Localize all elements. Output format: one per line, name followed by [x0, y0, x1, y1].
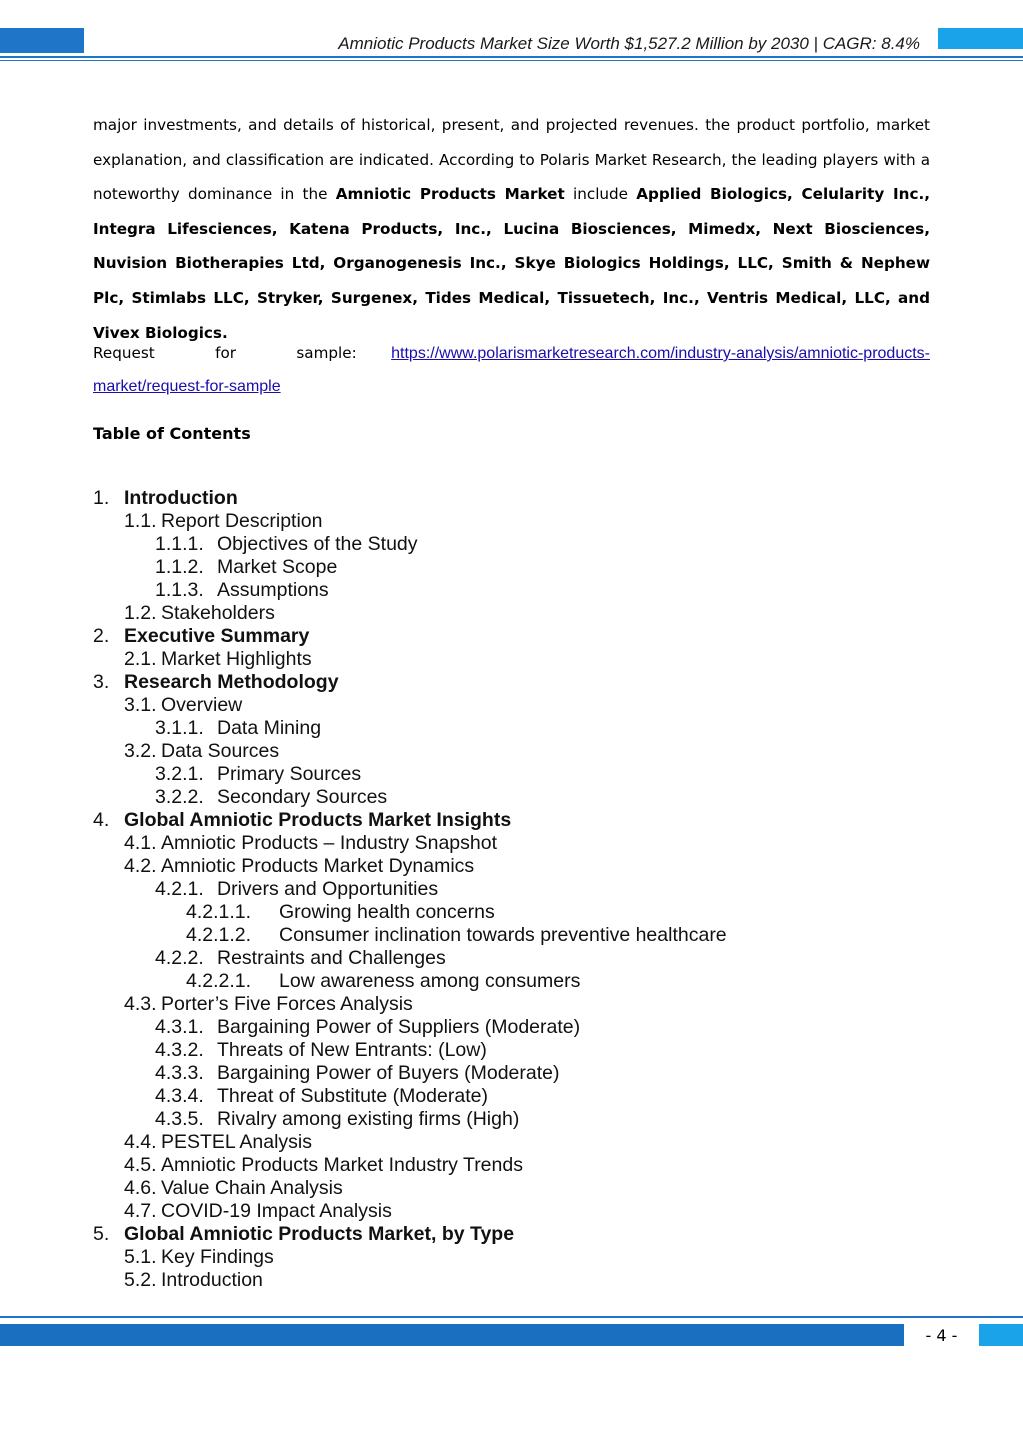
toc-item-label: Threats of New Entrants: (Low): [217, 1039, 487, 1061]
toc-item-number: 4.2.2.: [155, 947, 204, 969]
toc-item-number: 4.3.4.: [155, 1085, 204, 1107]
toc-item-label: Low awareness among consumers: [279, 970, 581, 992]
footer-accent-right: [979, 1324, 1023, 1346]
toc-item-number: 3.1.: [124, 694, 157, 716]
header-title: Amniotic Products Market Size Worth $1,527.2 Million by 2030 | CAGR: 8.4%: [338, 34, 920, 53]
toc-item-label: Market Highlights: [161, 648, 312, 670]
toc-item-number: 1.1.2.: [155, 556, 204, 578]
toc-item-number: 3.2.2.: [155, 786, 204, 808]
request-sample-link[interactable]: https://www.polarismarketresearch.com/industry-analysis/amniotic-products-market/request-for-sample: [93, 345, 930, 395]
toc-item-number: 1.1.: [124, 510, 157, 532]
key-players: Applied Biologics, Celularity Inc., Integra Lifesciences, Katena Products, Inc., Lucina Biosciences, Mimedx, Next Biosciences, Nuvision Biotherapies Ltd, Organogenesis Inc., Skye Biologics Holdings, LLC, Smith & Nephew Plc, Stimlabs LLC, Stryker, Surgenex, Tides Medical, Tissuetech, Inc., Ventris Medical, LLC, and Vivex Biologics.: [93, 185, 930, 342]
toc-item-label: Global Amniotic Products Market Insights: [124, 809, 512, 831]
toc-item-number: 4.2.1.: [155, 878, 204, 900]
toc-item-number: 4.2.: [124, 855, 157, 877]
toc-item-number: 5.1.: [124, 1246, 157, 1268]
toc-item-number: 4.3.2.: [155, 1039, 204, 1061]
toc-item-label: Research Methodology: [124, 671, 339, 693]
paragraph-text-1: major investments, and details of historical, present, and projected revenues. the product portfolio, market explanation, and classification are indicated. According to Polaris Market Research, the leading players with a noteworthy dominance in the: [93, 116, 930, 204]
toc-item-label: Bargaining Power of Suppliers (Moderate): [217, 1016, 581, 1038]
toc-item-label: Stakeholders: [161, 602, 275, 624]
toc-item-label: Assumptions: [217, 579, 329, 601]
market-name: Amniotic Products Market: [335, 185, 565, 204]
toc-item-number: 1.1.1.: [155, 533, 204, 555]
header-divider-thin: [0, 60, 1023, 61]
toc-title: Table of Contents: [93, 424, 251, 443]
toc-item-number: 4.3.1.: [155, 1016, 204, 1038]
toc-item-label: COVID-19 Impact Analysis: [161, 1200, 392, 1222]
toc-item-label: Value Chain Analysis: [161, 1177, 343, 1199]
toc-item-number: 4.6.: [124, 1177, 157, 1199]
paragraph-text-2: include: [564, 185, 637, 204]
header-divider: [0, 56, 1023, 58]
toc-item-label: Primary Sources: [217, 763, 362, 785]
body-paragraph: [93, 108, 930, 350]
toc-item-label: Restraints and Challenges: [217, 947, 446, 969]
toc-item-label: Amniotic Products Market Industry Trends: [161, 1154, 523, 1176]
toc-item-number: 4.2.1.2.: [186, 924, 252, 946]
header-accent-right: [938, 28, 1023, 49]
toc-item-number: 1.1.3.: [155, 579, 204, 601]
toc-item-label: Porter’s Five Forces Analysis: [161, 993, 413, 1015]
toc-item-number: 1.: [93, 487, 110, 509]
toc-item-number: 4.3.3.: [155, 1062, 204, 1084]
toc-item-label: Report Description: [161, 510, 323, 532]
toc-item-label: Consumer inclination towards preventive healthcare: [279, 924, 727, 946]
toc-item-number: 4.3.5.: [155, 1108, 204, 1130]
toc-item-label: Bargaining Power of Buyers (Moderate): [217, 1062, 560, 1084]
footer-divider: [0, 1316, 1023, 1318]
toc-item-number: 4.3.: [124, 993, 157, 1015]
toc-item-label: Global Amniotic Products Market, by Type: [124, 1223, 515, 1245]
toc-item-number: 4.5.: [124, 1154, 157, 1176]
toc-item-number: 4.: [93, 809, 110, 831]
toc-item-number: 4.1.: [124, 832, 157, 854]
toc-item-label: Amniotic Products – Industry Snapshot: [161, 832, 498, 854]
toc-item-label: Objectives of the Study: [217, 533, 418, 555]
page-number: - 4 -: [925, 1326, 958, 1345]
toc-item-label: Threat of Substitute (Moderate): [217, 1085, 488, 1107]
request-sample: [93, 337, 930, 403]
footer-band: [0, 1324, 904, 1346]
toc-item-number: 5.2.: [124, 1269, 157, 1291]
toc-item-label: Introduction: [124, 487, 238, 509]
toc-item-number: 3.1.1.: [155, 717, 204, 739]
toc-item-label: Amniotic Products Market Dynamics: [161, 855, 475, 877]
toc-item-number: 4.2.1.1.: [186, 901, 252, 923]
toc-item-label: Secondary Sources: [217, 786, 388, 808]
toc-item-number: 1.2.: [124, 602, 157, 624]
toc-item-label: Growing health concerns: [279, 901, 495, 923]
toc-item-label: Introduction: [161, 1269, 263, 1291]
toc-item-number: 4.4.: [124, 1131, 157, 1153]
toc-item-number: 4.2.2.1.: [186, 970, 252, 992]
toc-item-label: Data Mining: [217, 717, 322, 739]
toc-item-number: 3.2.: [124, 740, 157, 762]
toc-item-label: Drivers and Opportunities: [217, 878, 439, 900]
toc-item-label: Executive Summary: [124, 625, 310, 647]
header-accent-left: [0, 28, 84, 53]
request-label: Request for sample:: [93, 344, 357, 362]
toc-item-label: Data Sources: [161, 740, 280, 762]
toc-item-number: 3.2.1.: [155, 763, 204, 785]
toc-item-label: Market Scope: [217, 556, 338, 578]
toc-item-label: Overview: [161, 694, 243, 716]
toc-item-label: Key Findings: [161, 1246, 274, 1268]
toc-item-number: 5.: [93, 1223, 110, 1245]
toc-item-number: 3.: [93, 671, 110, 693]
toc-item-number: 4.7.: [124, 1200, 157, 1222]
toc-item-number: 2.1.: [124, 648, 157, 670]
toc-item-number: 2.: [93, 625, 110, 647]
toc-item-label: PESTEL Analysis: [161, 1131, 313, 1153]
toc-item-label: Rivalry among existing firms (High): [217, 1108, 520, 1130]
